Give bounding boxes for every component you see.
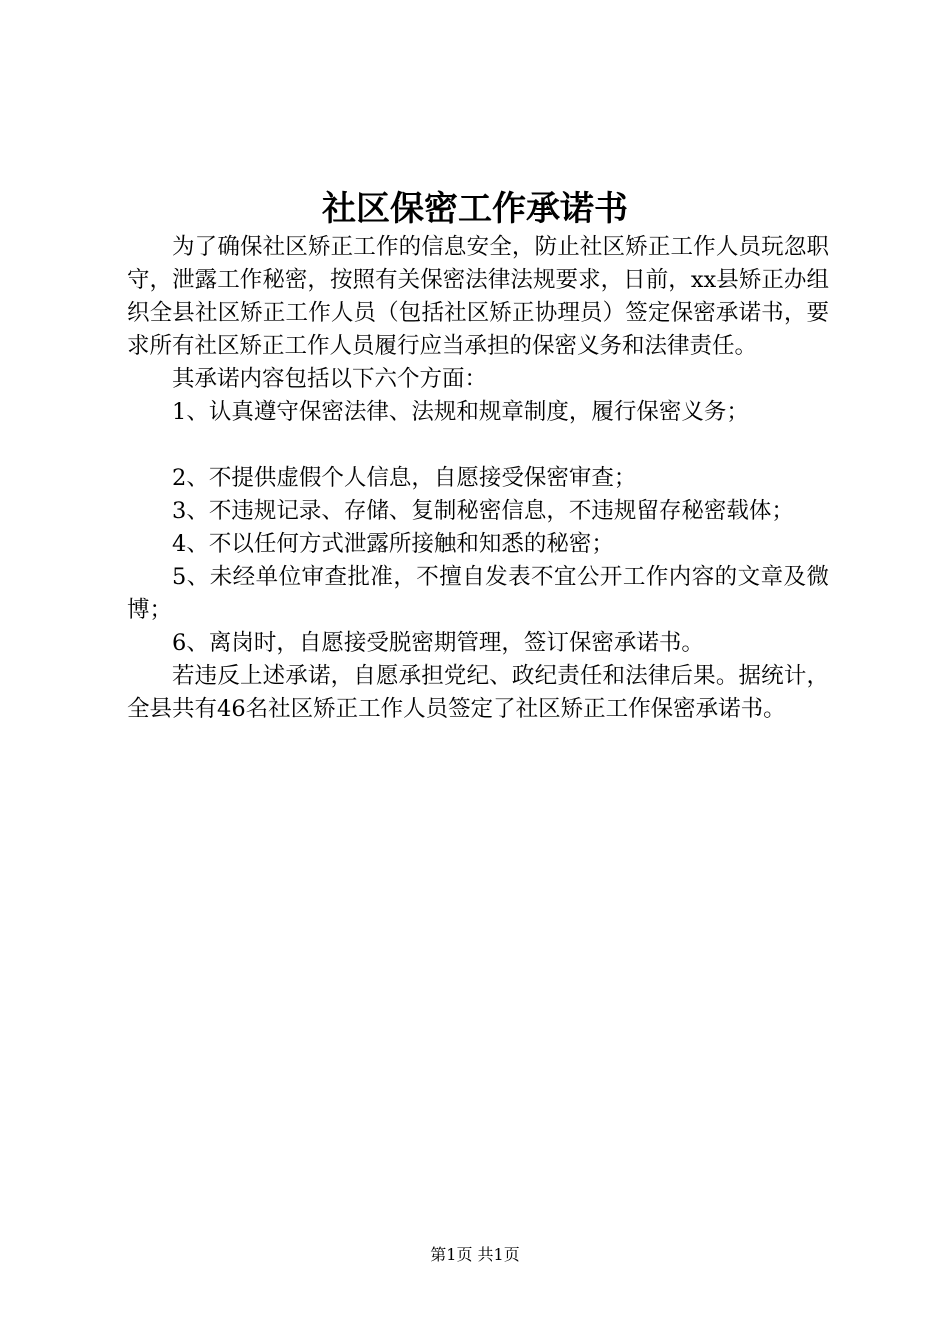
closing-paragraph: 若违反上述承诺，自愿承担党纪、政纪责任和法律后果。据统计，全县共有46名社区矫正工作人员签定了社区矫正工作保密承诺书。	[127, 663, 829, 722]
commitment-intro: 其承诺内容包括以下六个方面：	[172, 366, 488, 392]
commitment-item-6: 6、离岗时，自愿接受脱密期管理，签订保密承诺书。	[172, 630, 704, 656]
commitment-item-1: 1、认真遵守保密法律、法规和规章制度，履行保密义务；	[172, 399, 749, 425]
commitment-item-2: 2、不提供虚假个人信息，自愿接受保密审查；	[172, 465, 637, 491]
document-title: 社区保密工作承诺书	[322, 189, 628, 229]
document-body	[127, 231, 829, 726]
commitment-item-5: 5、未经单位审查批准，不擅自发表不宜公开工作内容的文章及微博；	[127, 564, 829, 623]
page-number-footer: 第1页 共1页	[430, 1245, 520, 1264]
commitment-item-3: 3、不违规记录、存储、复制秘密信息，不违规留存秘密载体；	[172, 498, 794, 524]
intro-paragraph: 为了确保社区矫正工作的信息安全，防止社区矫正工作人员玩忽职守，泄露工作秘密，按照有关保密法律法规要求，日前，xx县矫正办组织全县社区矫正工作人员（包括社区矫正协理员）签定保密承诺书，要求所有社区矫正工作人员履行应当承担的保密义务和法律责任。	[127, 234, 829, 359]
commitment-item-4: 4、不以任何方式泄露所接触和知悉的秘密；	[172, 531, 614, 557]
